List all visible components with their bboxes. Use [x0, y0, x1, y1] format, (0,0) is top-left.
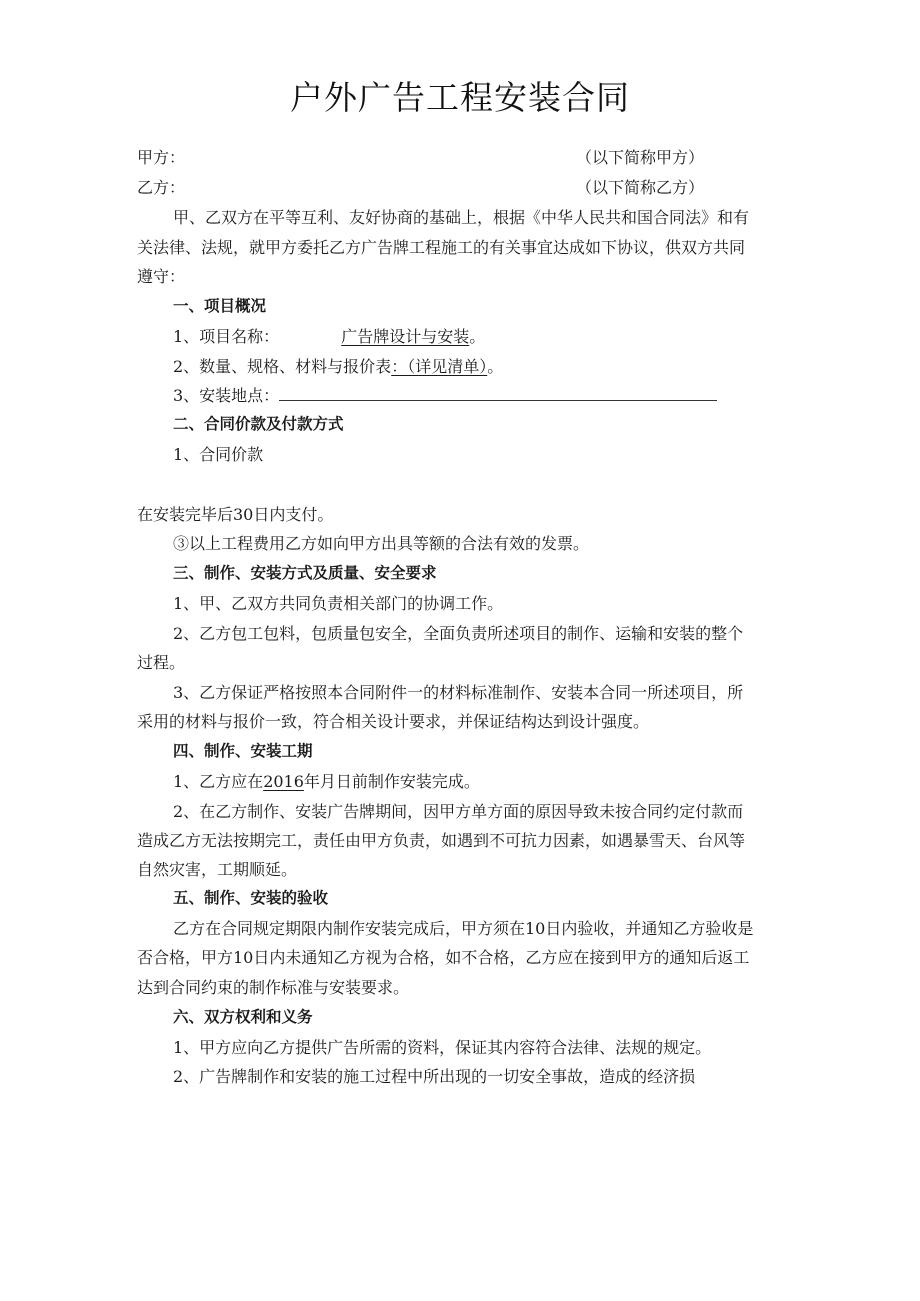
s5-para-a: 乙方在合同规定期限内制作安装完成后，甲方须在10日内验收，并通知乙方验收是: [173, 919, 754, 938]
quantity-value: ：（详见清单）: [391, 357, 488, 376]
s4-item-2-a: 2、在乙方制作、安装广告牌期间，因甲方单方面的原因导致未按合同约定付款而: [173, 802, 744, 821]
s4-item-2-b: 造成乙方无法按期完工，责任由甲方负责，如遇到不可抗力因素，如遇暴雪天、台风等: [137, 831, 746, 850]
section-5-heading: 五、制作、安装的验收: [173, 889, 329, 907]
location-blank: [279, 382, 717, 401]
intro-line-2: 关法律、法规，就甲方委托乙方广告牌工程施工的有关事宜达成如下协议，供双方共同: [137, 238, 746, 257]
s5-para-b: 否合格，甲方10日内未通知乙方视为合格，如不合格，乙方应在接到甲方的通知后返工: [137, 948, 750, 967]
intro-line-3: 遵守：: [137, 267, 186, 286]
s3-item-3-b: 采用的材料与报价一致，符合相关设计要求，并保证结构达到设计强度。: [137, 712, 650, 731]
payment-term: 在安装完毕后30日内支付。: [137, 505, 334, 524]
location-label: 3、安装地点：: [173, 386, 280, 405]
document-title: 户外广告工程安装合同: [290, 78, 630, 117]
quantity-line: [173, 352, 503, 381]
quantity-label: 2、数量、规格、材料与报价表: [173, 357, 392, 376]
s4-item-1: [173, 767, 480, 796]
s5-para-c: 达到合同约束的制作标准与安装要求。: [137, 978, 410, 997]
section-3-heading: 三、制作、安装方式及质量、安全要求: [173, 564, 437, 582]
party-b-alias: （以下简称乙方）: [576, 178, 705, 197]
project-name-line: [173, 322, 485, 351]
invoice-clause: ③以上工程费用乙方如向甲方出具等额的合法有效的发票。: [173, 534, 590, 553]
s6-item-2: 2、广告牌制作和安装的施工过程中所出现的一切安全事故，造成的经济损: [173, 1067, 696, 1086]
completion-year: 2016: [263, 772, 304, 791]
section-6-heading: 六、双方权利和义务: [173, 1008, 313, 1026]
project-name-value: 广告牌设计与安装: [341, 327, 470, 346]
location-line: [173, 381, 717, 410]
party-b-label: 乙方：: [137, 178, 186, 197]
s3-item-2-b: 过程。: [137, 653, 186, 672]
project-name-label: 1、项目名称：: [173, 327, 280, 346]
section-2-heading: 二、合同价款及付款方式: [173, 415, 344, 433]
s3-item-1: 1、甲、乙双方共同负责相关部门的协调工作。: [173, 594, 504, 613]
party-a-label: 甲方：: [137, 148, 186, 167]
section-1-heading: 一、项目概况: [173, 297, 267, 315]
section-4-heading: 四、制作、安装工期: [173, 742, 313, 760]
s4-item-2-c: 自然灾害，工期顺延。: [137, 860, 298, 879]
s6-item-1: 1、甲方应向乙方提供广告所需的资料，保证其内容符合法律、法规的规定。: [173, 1038, 712, 1057]
s4-item-1-post: 年月日前制作安装完成。: [303, 772, 480, 791]
intro-line-1: 甲、乙双方在平等互利、友好协商的基础上，根据《中华人民共和国合同法》和有: [173, 208, 750, 227]
s3-item-2-a: 2、乙方包工包料，包质量包安全，全面负责所述项目的制作、运输和安装的整个: [173, 624, 744, 643]
project-name-end: 。: [469, 327, 486, 346]
s3-item-3-a: 3、乙方保证严格按照本合同附件一的材料标准制作、安装本合同一所述项目，所: [173, 683, 744, 702]
party-a-alias: （以下简称甲方）: [576, 148, 705, 167]
s4-item-1-pre: 1、乙方应在: [173, 772, 264, 791]
contract-price-item: 1、合同价款: [173, 445, 264, 464]
quantity-end: 。: [487, 357, 504, 376]
